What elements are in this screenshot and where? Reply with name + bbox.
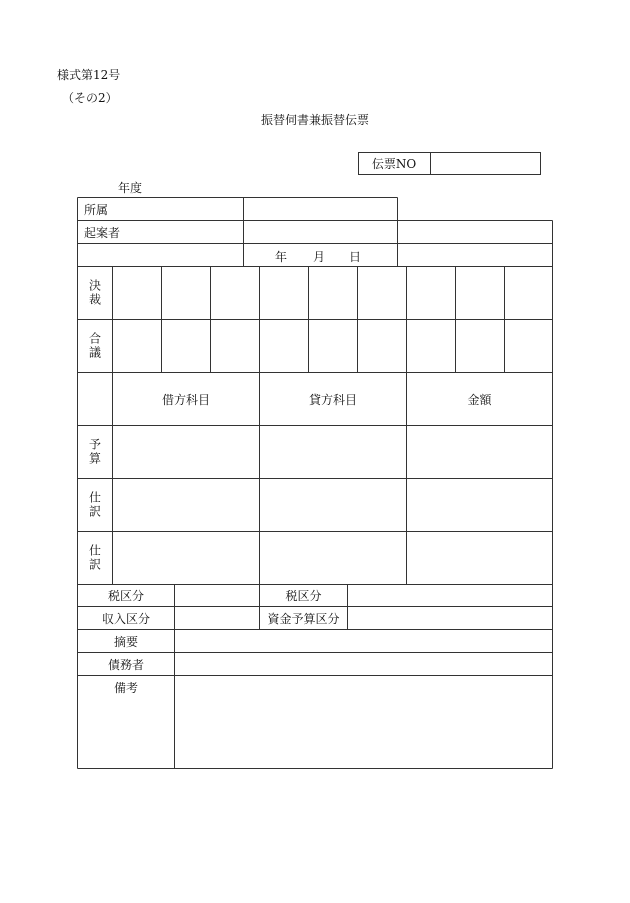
budget-label-cell	[78, 426, 112, 478]
tax-category-label: 税区分	[107, 589, 144, 603]
budget-label: 予算	[87, 438, 102, 466]
date-month: 月	[313, 250, 326, 264]
date-year: 年	[275, 250, 288, 264]
debit-header: 借方科目	[161, 392, 210, 407]
tax-category-label-2: 税区分	[285, 589, 322, 603]
drafter-field[interactable]	[244, 221, 397, 243]
journal-label: 仕訳	[87, 491, 102, 519]
drafter-label: 起案者	[84, 225, 121, 240]
form-title: 振替伺書兼振替伝票	[260, 113, 369, 127]
affiliation-label: 所属	[84, 202, 109, 217]
consultation-label: 合議	[87, 332, 102, 360]
credit-header: 貸方科目	[308, 392, 357, 407]
form-number: 様式第12号	[57, 68, 121, 82]
decision-label-cell	[78, 267, 112, 319]
income-category-label: 収入区分	[101, 611, 150, 626]
voucher-no-label: 伝票NO	[371, 157, 417, 171]
fund-budget-category-label: 資金予算区分	[267, 611, 340, 626]
journal-label-cell-1	[78, 479, 112, 531]
debtor-label: 債務者	[107, 657, 144, 672]
affiliation-field[interactable]	[244, 198, 397, 220]
journal-label: 仕訳	[87, 544, 102, 572]
fiscal-year-label: 年度	[118, 181, 143, 195]
date-day: 日	[349, 250, 362, 264]
consultation-label-cell	[78, 320, 112, 372]
journal-label-cell-2	[78, 532, 112, 584]
summary-label: 摘要	[113, 634, 138, 649]
form-sub-number: （その2）	[62, 91, 118, 105]
amount-header: 金額	[467, 392, 492, 407]
decision-label: 決裁	[87, 279, 102, 307]
remarks-label: 備考	[113, 681, 138, 695]
